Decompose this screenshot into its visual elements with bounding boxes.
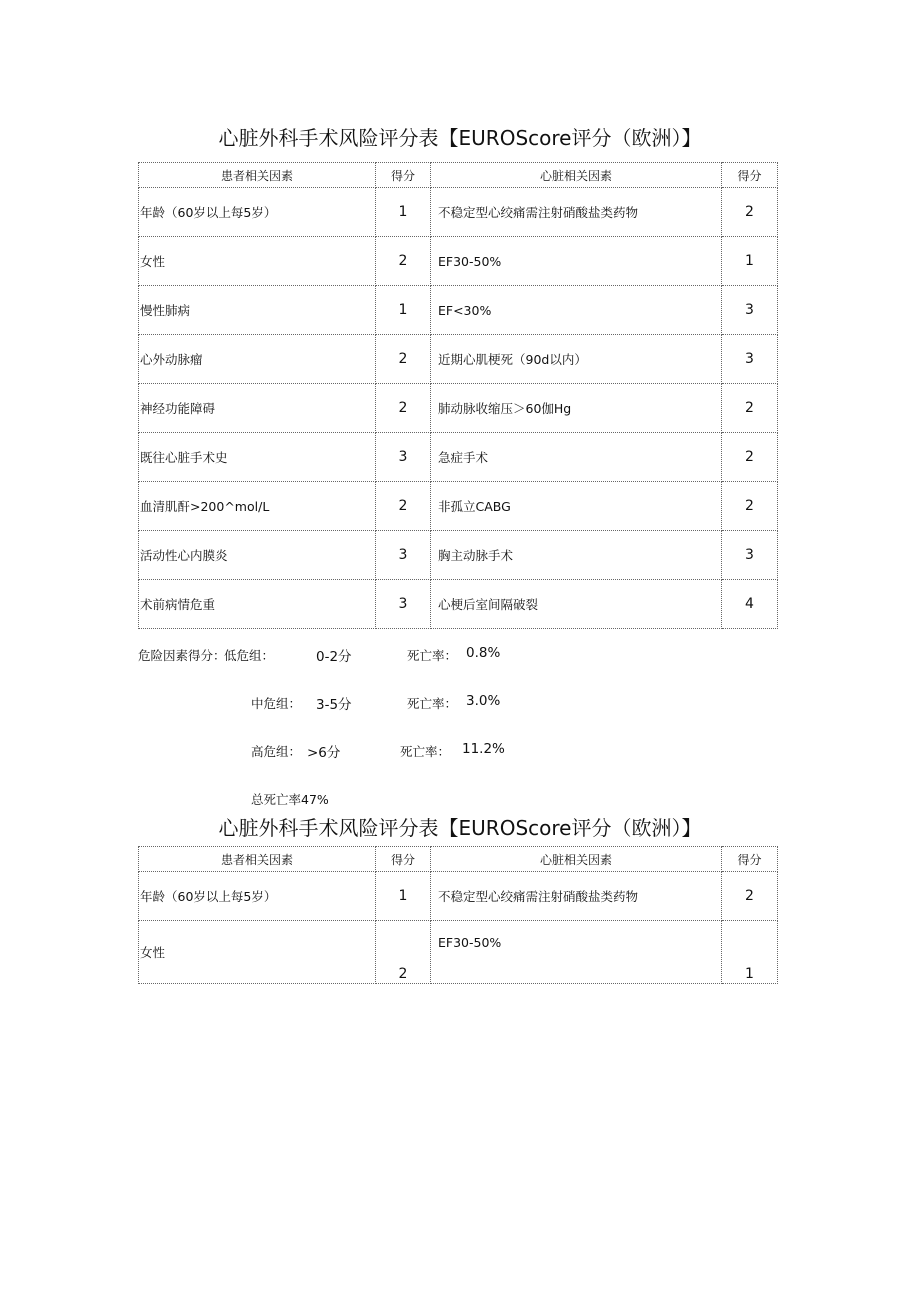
table-row <box>139 237 778 286</box>
mid-risk-group: 中危组： <box>251 696 302 711</box>
mid-risk-mortality: 3.0% <box>466 693 501 709</box>
table-header-row <box>139 847 778 872</box>
patient-score: 1 <box>376 188 431 237</box>
patient-factor: 活动性心内膜炎 <box>139 531 376 580</box>
cardiac-factor: 心梗后室间隔破裂 <box>431 580 722 629</box>
table-row <box>139 580 778 629</box>
patient-factor: 慢性肺病 <box>139 286 376 335</box>
cardiac-factor: EF30-50% <box>431 921 722 984</box>
patient-score: 2 <box>376 482 431 531</box>
patient-score: 3 <box>376 580 431 629</box>
cardiac-factor: 不稳定型心绞痛需注射硝酸盐类药物 <box>431 188 722 237</box>
column-header: 得分 <box>376 847 431 872</box>
cardiac-score: 3 <box>722 531 778 580</box>
patient-score: 2 <box>376 335 431 384</box>
table-header-row <box>139 163 778 188</box>
page-title-1: 心脏外科手术风险评分表【EUROScore评分（欧洲）】 <box>218 126 702 150</box>
patient-factor: 术前病情危重 <box>139 580 376 629</box>
patient-score: 3 <box>376 433 431 482</box>
high-risk-mortality-label: 死亡率： <box>400 744 451 759</box>
table-row <box>139 286 778 335</box>
cardiac-score: 4 <box>722 580 778 629</box>
column-header: 得分 <box>722 847 778 872</box>
table-row <box>139 188 778 237</box>
cardiac-score: 2 <box>722 433 778 482</box>
cardiac-score: 1 <box>722 921 778 984</box>
low-risk-score: 0-2分 <box>316 649 352 665</box>
patient-score: 2 <box>376 921 431 984</box>
cardiac-factor: 胸主动脉手术 <box>431 531 722 580</box>
patient-factor: 既往心脏手术史 <box>139 433 376 482</box>
low-risk-mortality: 0.8% <box>466 645 501 661</box>
cardiac-score: 2 <box>722 482 778 531</box>
table-row <box>139 531 778 580</box>
mid-risk-score: 3-5分 <box>316 697 352 713</box>
low-risk-mortality-label: 死亡率： <box>407 648 458 663</box>
patient-score: 2 <box>376 237 431 286</box>
cardiac-factor: 肺动脉收缩压＞60伽Hg <box>431 384 722 433</box>
high-risk-group: 高危组： <box>251 744 302 759</box>
patient-factor: 血清肌酐>200^mol/L <box>139 482 376 531</box>
table-row <box>139 335 778 384</box>
patient-factor: 女性 <box>139 921 376 984</box>
cardiac-factor: 近期心肌梗死（90d以内） <box>431 335 722 384</box>
cardiac-score: 3 <box>722 286 778 335</box>
cardiac-score: 3 <box>722 335 778 384</box>
patient-score: 1 <box>376 286 431 335</box>
cardiac-factor: EF30-50% <box>431 237 722 286</box>
patient-factor: 心外动脉瘤 <box>139 335 376 384</box>
table-row <box>139 872 778 921</box>
cardiac-score: 2 <box>722 872 778 921</box>
patient-factor: 神经功能障碍 <box>139 384 376 433</box>
column-header: 得分 <box>376 163 431 188</box>
cardiac-score: 2 <box>722 384 778 433</box>
column-header: 心脏相关因素 <box>431 163 722 188</box>
patient-score: 1 <box>376 872 431 921</box>
mid-risk-mortality-label: 死亡率： <box>407 696 458 711</box>
patient-score: 3 <box>376 531 431 580</box>
column-header: 患者相关因素 <box>139 847 376 872</box>
euroscore-table-1 <box>138 162 778 629</box>
cardiac-factor: 不稳定型心绞痛需注射硝酸盐类药物 <box>431 872 722 921</box>
euroscore-table-2 <box>138 846 778 984</box>
high-risk-mortality: 11.2% <box>462 741 505 757</box>
patient-factor: 年龄（60岁以上每5岁） <box>139 188 376 237</box>
cardiac-factor: 非孤立CABG <box>431 482 722 531</box>
page-title-2: 心脏外科手术风险评分表【EUROScore评分（欧洲）】 <box>218 816 702 840</box>
table-row <box>139 384 778 433</box>
table-row <box>139 482 778 531</box>
total-mortality: 总死亡率47% <box>251 792 329 807</box>
risk-label: 危险因素得分： <box>138 648 226 663</box>
patient-factor: 年龄（60岁以上每5岁） <box>139 872 376 921</box>
cardiac-score: 2 <box>722 188 778 237</box>
column-header: 心脏相关因素 <box>431 847 722 872</box>
table-row <box>139 921 778 984</box>
column-header: 患者相关因素 <box>139 163 376 188</box>
low-risk-group: 低危组： <box>224 648 275 663</box>
cardiac-factor: 急症手术 <box>431 433 722 482</box>
column-header: 得分 <box>722 163 778 188</box>
table-row <box>139 433 778 482</box>
cardiac-score: 1 <box>722 237 778 286</box>
patient-score: 2 <box>376 384 431 433</box>
cardiac-factor: EF<30% <box>431 286 722 335</box>
high-risk-score: >6分 <box>307 745 341 761</box>
patient-factor: 女性 <box>139 237 376 286</box>
